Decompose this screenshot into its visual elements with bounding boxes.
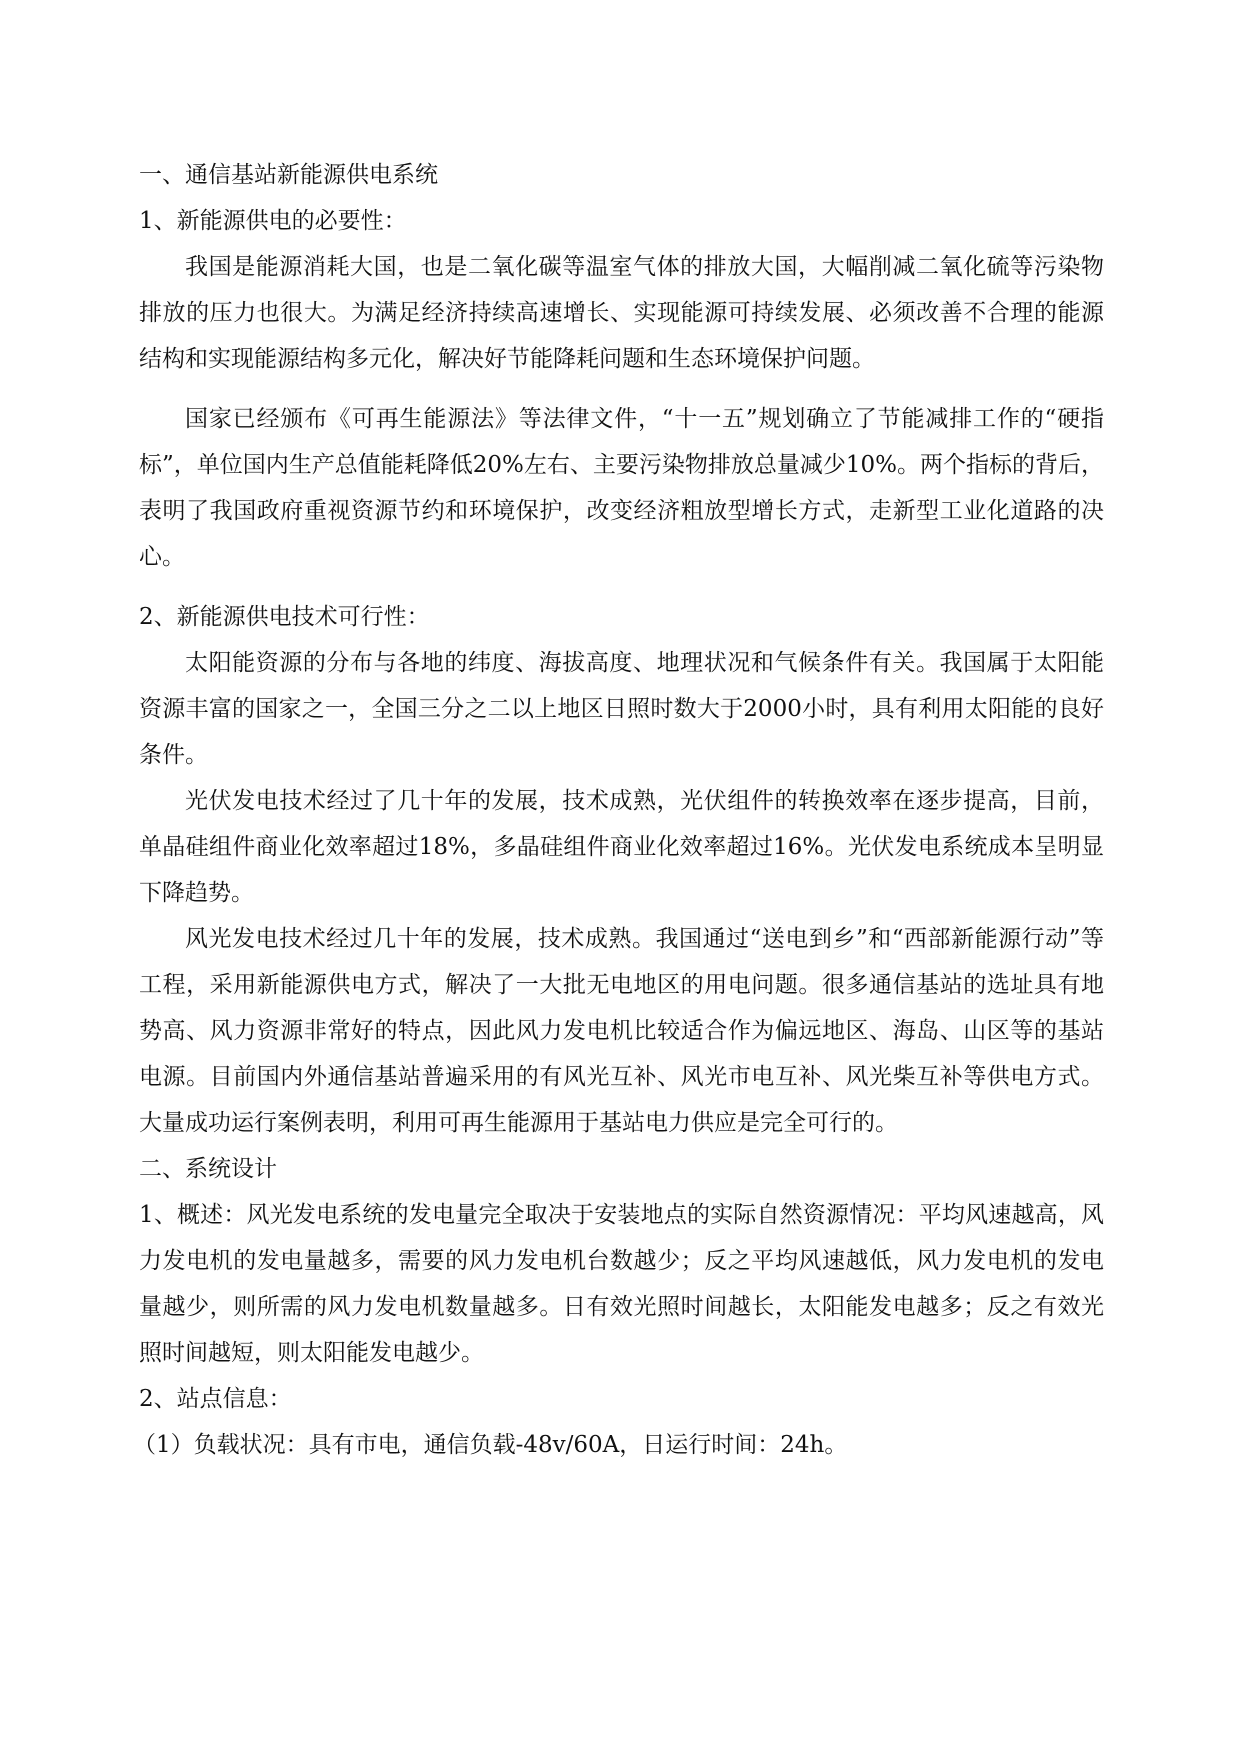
paragraph-necessity-2: 国家已经颁布《可再生能源法》等法律文件，“十一五”规划确立了节能减排工作的“硬指标”，单位国内生产总值能耗降低20%左右、主要污染物排放总量减少10%。两个指标的背后，表明了我国政府重视资源节约和环境保护，改变经济粗放型增长方式，走新型工业化道路的决心。	[139, 406, 1105, 570]
document-page	[133, 152, 1105, 1468]
section-1-heading: 一、通信基站新能源供电系统	[139, 162, 438, 188]
subsection-1-2-heading: 2、新能源供电技术可行性：	[139, 604, 430, 630]
paragraph-solar-resources: 太阳能资源的分布与各地的纬度、海拔高度、地理状况和气候条件有关。我国属于太阳能资源丰富的国家之一，全国三分之二以上地区日照时数大于2000小时，具有利用太阳能的良好条件。	[139, 650, 1104, 768]
subsection-1-1-heading: 1、新能源供电的必要性：	[139, 208, 407, 234]
paragraph-necessity-1: 我国是能源消耗大国，也是二氧化碳等温室气体的排放大国，大幅削减二氧化硫等污染物排放的压力也很大。为满足经济持续高速增长、实现能源可持续发展、必须改善不合理的能源结构和实现能源结构多元化，解决好节能降耗问题和生态环境保护问题。	[139, 254, 1104, 372]
paragraph-photovoltaic-tech: 光伏发电技术经过了几十年的发展，技术成熟，光伏组件的转换效率在逐步提高，目前，单晶硅组件商业化效率超过18%，多晶硅组件商业化效率超过16%。光伏发电系统成本呈明显下降趋势。	[139, 788, 1104, 906]
paragraph-overview: 1、概述：风光发电系统的发电量完全取决于安装地点的实际自然资源情况：平均风速越高，风力发电机的发电量越多，需要的风力发电机台数越少；反之平均风速越低，风力发电机的发电量越少，则所需的风力发电机数量越多。日有效光照时间越长，太阳能发电越多；反之有效光照时间越短，则太阳能发电越少。	[139, 1202, 1104, 1366]
paragraph-wind-solar-tech: 风光发电技术经过几十年的发展，技术成熟。我国通过“送电到乡”和“西部新能源行动”等工程，采用新能源供电方式，解决了一大批无电地区的用电问题。很多通信基站的选址具有地势高、风力资源非常好的特点，因此风力发电机比较适合作为偏远地区、海岛、山区等的基站电源。目前国内外通信基站普遍采用的有风光互补、风光市电互补、风光柴互补等供电方式。大量成功运行案例表明，利用可再生能源用于基站电力供应是完全可行的。	[139, 926, 1104, 1136]
subsection-2-2-heading: 2、站点信息：	[139, 1386, 292, 1412]
section-2-heading: 二、系统设计	[139, 1156, 277, 1182]
list-item-load-status: （1）负载状况：具有市电，通信负载-48v/60A，日运行时间：24h。	[133, 1432, 848, 1458]
